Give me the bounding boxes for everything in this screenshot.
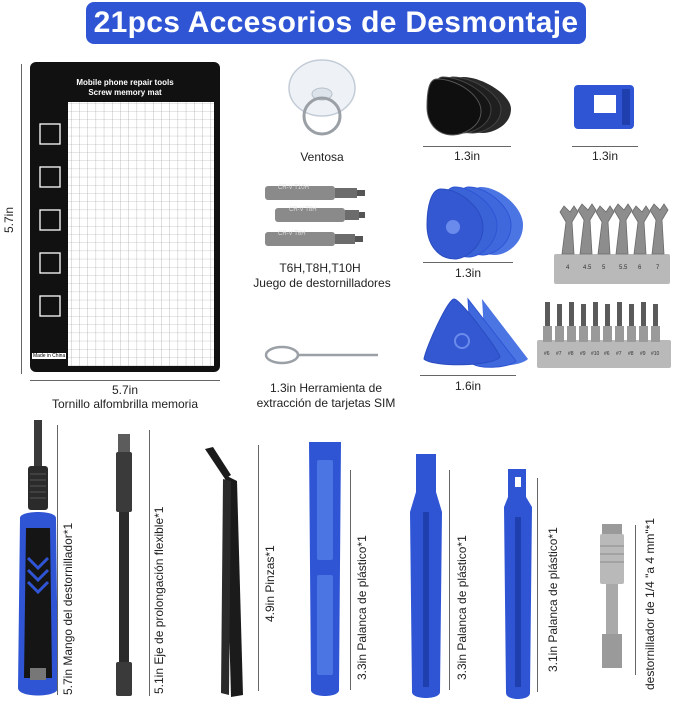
bitset-label-3: #8: [568, 351, 574, 357]
bitset-label-7: #7: [616, 351, 622, 357]
flexible-extension-shaft-icon: [104, 432, 144, 702]
title-banner: 21pcs Accesorios de Desmontaje: [86, 2, 586, 44]
bit-label-2: CR-V T8H: [289, 207, 317, 213]
black-picks-dimension: [423, 146, 511, 147]
suction-cup-caption: Ventosa: [300, 150, 344, 164]
wrench-label-5: 6: [638, 265, 642, 271]
blue-tool-dimension: [572, 146, 638, 147]
mat-footer: Made in China: [33, 353, 66, 359]
mat-height-label: 5.7in: [2, 206, 16, 233]
wrench-label-3: 5: [602, 265, 606, 271]
sim-ejector-tool-icon: [262, 340, 382, 370]
lever1-caption: 3.3in Palanca de plástico*1: [355, 535, 369, 680]
plastic-lever-3-icon: [500, 467, 536, 702]
bitset-label-2: #7: [556, 351, 562, 357]
mat-width-dimension: [30, 380, 220, 381]
mat-width-label: 5.7in: [111, 383, 139, 397]
blue-opening-tool-icon: [572, 83, 636, 133]
blue-guitar-picks-icon: [425, 185, 525, 263]
mat-caption: Tornillo alfombrilla memoria: [51, 397, 199, 411]
mat-height-dimension: [21, 64, 22, 374]
blue-picks-dimension: [423, 262, 513, 263]
triangle-picks-size: 1.6in: [454, 379, 482, 393]
torx-bits-icon: [265, 180, 365, 255]
wrench-set-icon: [552, 202, 672, 287]
sim-tool-caption-line2: extracción de tarjetas SIM: [256, 396, 396, 410]
sim-tool-caption-line1: 1.3in Herramienta de: [269, 381, 383, 395]
plastic-lever-2-icon: [406, 452, 446, 702]
bits-caption-line2: Juego de destornilladores: [253, 276, 391, 290]
adapter-caption: destornillador de 1/4 "a 4 mm"*1: [643, 518, 657, 690]
wrench-label-4: 5.5: [619, 265, 628, 271]
black-picks-size: 1.3in: [453, 149, 481, 163]
lever3-caption: 3.1in Palanca de plástico*1: [546, 527, 560, 672]
bitset-label-5: #10: [591, 351, 600, 357]
bitset-label-8: #8: [628, 351, 634, 357]
tweezers-dimension: [258, 445, 259, 691]
mat-grid: [30, 62, 220, 372]
wrench-label-2: 4.5: [583, 265, 592, 271]
triangle-picks-icon: [420, 297, 530, 369]
handle-dimension: [57, 425, 58, 695]
wrench-label-1: 4: [566, 265, 570, 271]
bitset-label-9: #9: [640, 351, 646, 357]
mat-title-line1: Mobile phone repair tools: [76, 78, 174, 87]
extension-dimension: [149, 430, 150, 696]
bit-label-1: CR-V T10H: [278, 185, 309, 191]
bitset-label-4: #9: [580, 351, 586, 357]
bitset-label-6: #6: [604, 351, 610, 357]
suction-cup-icon: [282, 58, 362, 138]
lever2-caption: 3.3in Palanca de plástico*1: [455, 535, 469, 680]
blue-picks-size: 1.3in: [454, 266, 482, 280]
extension-caption: 5.1in Eje de prolongación flexible*1: [152, 506, 166, 694]
screw-memory-mat: [30, 62, 220, 372]
bits-caption-line1: T6H,T8H,T10H: [279, 261, 361, 275]
bit-label-3: CR-V T6H: [278, 231, 306, 237]
bitset-label-10: #10: [651, 351, 660, 357]
lever3-dimension: [537, 478, 538, 692]
triangle-picks-dimension: [420, 375, 516, 376]
black-guitar-picks-icon: [423, 75, 513, 140]
adapter-dimension: [635, 525, 636, 675]
precision-bit-set-icon: [537, 298, 672, 370]
mat-title-line2: Screw memory mat: [88, 88, 162, 97]
lever1-dimension: [350, 470, 351, 690]
wrench-label-6: 7: [656, 265, 660, 271]
lever2-dimension: [449, 470, 450, 690]
blue-tool-size: 1.3in: [591, 149, 619, 163]
tweezers-caption: 4.9in Pinzas*1: [263, 545, 277, 622]
plastic-lever-1-icon: [305, 440, 345, 700]
tweezers-icon: [203, 445, 253, 700]
bitset-label-1: #6: [544, 351, 550, 357]
handle-caption: 5.7in Mango del destornillador*1: [61, 522, 75, 695]
hex-adapter-icon: [596, 522, 628, 672]
screwdriver-handle-icon: [8, 418, 68, 703]
